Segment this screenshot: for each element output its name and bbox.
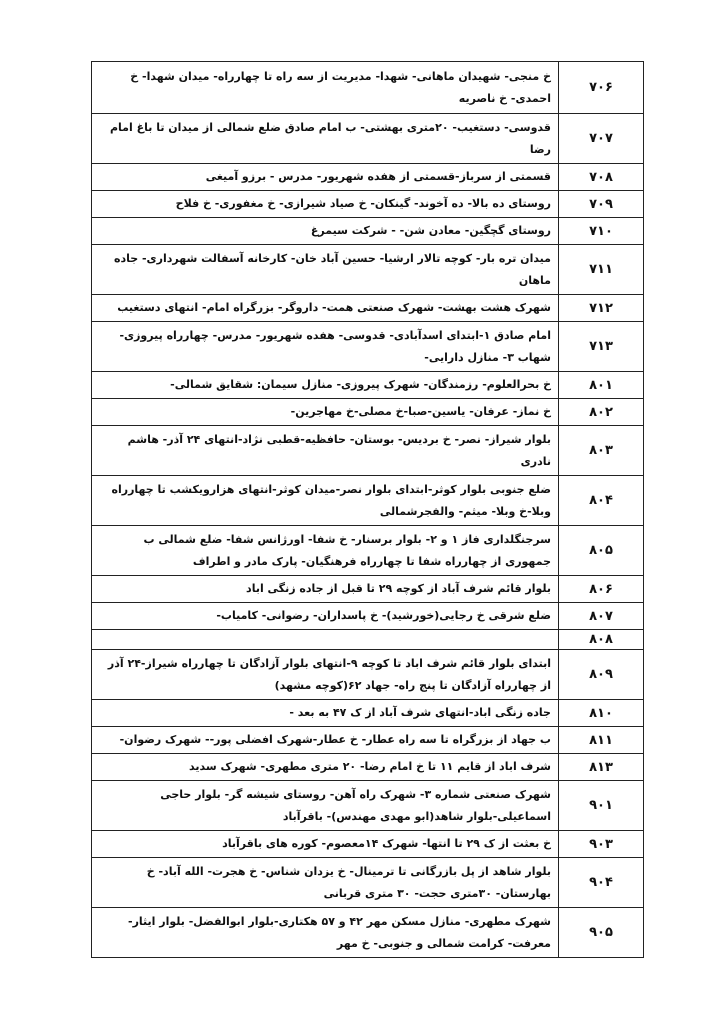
area-description-cell: روستای ده بالا- ده آخوند- گینکان- خ صیاد شیرازی- خ مغفوری- خ فلاح (92, 191, 559, 218)
area-code-cell: ۷۰۹ (559, 191, 644, 218)
area-code-cell: ۸۱۳ (559, 754, 644, 781)
table-body (92, 62, 644, 958)
table-row (92, 526, 644, 576)
table-row (92, 164, 644, 191)
area-description-cell: شهرک هشت بهشت- شهرک صنعتی همت- داروگر- بزرگراه امام- انتهای دستغیب (92, 295, 559, 322)
area-description-cell: قسمتی از سرباز-قسمتی از هفده شهریور- مدرس - برزو آمیغی (92, 164, 559, 191)
area-description-cell: ضلع شرقی خ رجایی(خورشید)- خ پاسداران- رضوانی- کامیاب- (92, 603, 559, 630)
table-row (92, 700, 644, 727)
area-code-cell: ۷۱۳ (559, 322, 644, 372)
area-description-cell: میدان تره بار- کوچه تالار ارشیا- حسین آباد خان- کارخانه آسفالت شهرداری- جاده ماهان (92, 245, 559, 295)
table-row (92, 245, 644, 295)
area-description-cell: خ بحرالعلوم- رزمندگان- شهرک پیروزی- منازل سیمان: شقایق شمالی- (92, 372, 559, 399)
table-row (92, 908, 644, 958)
area-code-cell: ۸۰۸ (559, 630, 644, 650)
table-row (92, 630, 644, 650)
table-row (92, 650, 644, 700)
table-row (92, 62, 644, 114)
area-description-cell: شهرک مطهری- منازل مسکن مهر ۴۲ و ۵۷ هکتاری-بلوار ابوالفضل- بلوار ایثار- معرفت- کرامت شمالی و جنوبی- خ مهر (92, 908, 559, 958)
area-description-cell: شرف اباد از قایم ۱۱ تا خ امام رضا- ۲۰ متری مطهری- شهرک سدید (92, 754, 559, 781)
area-description-cell: سرجنگلداری فاز ۱ و ۲- بلوار برسنار- خ شفا- اورژانس شفا- ضلع شمالی ب جمهوری از چهارراه شفا تا چهارراه فرهنگیان- پارک مادر و اطراف (92, 526, 559, 576)
area-code-cell: ۸۱۰ (559, 700, 644, 727)
area-code-cell: ۷۰۶ (559, 62, 644, 114)
area-description-cell (92, 630, 559, 650)
area-description-cell: جاده زنگی اباد-انتهای شرف آباد از ک ۴۷ به بعد - (92, 700, 559, 727)
areas-table (91, 61, 644, 958)
area-description-cell: قدوسی- دستغیب- ۲۰متری بهشتی- ب امام صادق ضلع شمالی از میدان تا باغ امام رضا (92, 114, 559, 164)
table-row (92, 858, 644, 908)
area-description-cell: امام صادق ۱-ابتدای اسدآبادی- قدوسی- هفده شهریور- مدرس- چهارراه پیروزی- شهاب ۳- منازل دارایی- (92, 322, 559, 372)
area-code-cell: ۸۰۲ (559, 399, 644, 426)
area-code-cell: ۹۰۴ (559, 858, 644, 908)
area-description-cell: روستای گچگین- معادن شن- - شرکت سیمرغ (92, 218, 559, 245)
table-row (92, 576, 644, 603)
table-row (92, 426, 644, 476)
table-row (92, 372, 644, 399)
area-code-cell: ۷۱۱ (559, 245, 644, 295)
area-code-cell: ۸۰۹ (559, 650, 644, 700)
area-description-cell: خ نماز- عرفان- یاسین-صبا-خ مصلی-خ مهاجرین- (92, 399, 559, 426)
table-row (92, 603, 644, 630)
area-code-cell: ۸۰۴ (559, 476, 644, 526)
area-code-cell: ۷۰۸ (559, 164, 644, 191)
area-code-cell: ۸۱۱ (559, 727, 644, 754)
table-row (92, 399, 644, 426)
table-row (92, 322, 644, 372)
area-description-cell: ب جهاد از بزرگراه تا سه راه عطار- خ عطار-شهرک افضلی پور-- شهرک رضوان- (92, 727, 559, 754)
table-row (92, 295, 644, 322)
area-code-cell: ۷۱۲ (559, 295, 644, 322)
area-description-cell: خ بعثت از ک ۲۹ تا انتها- شهرک ۱۴معصوم- کوره های باقرآباد (92, 831, 559, 858)
area-description-cell: بلوار شاهد از پل بازرگانی تا ترمینال- خ یزدان شناس- خ هجرت- الله آباد- خ بهارستان- ۳۰متری حجت- ۳۰ متری قربانی (92, 858, 559, 908)
area-code-cell: ۹۰۳ (559, 831, 644, 858)
area-code-cell: ۷۰۷ (559, 114, 644, 164)
table-row (92, 727, 644, 754)
area-code-cell: ۹۰۱ (559, 781, 644, 831)
area-code-cell: ۷۱۰ (559, 218, 644, 245)
area-code-cell: ۸۰۱ (559, 372, 644, 399)
area-code-cell: ۸۰۷ (559, 603, 644, 630)
area-description-cell: بلوار قائم شرف آباد از کوچه ۲۹ تا قبل از جاده زنگی اباد (92, 576, 559, 603)
area-description-cell: خ منجی- شهیدان ماهانی- شهدا- مدیریت از سه راه تا چهارراه- میدان شهدا- خ احمدی- خ ناصریه (92, 62, 559, 114)
table-row (92, 831, 644, 858)
table-row (92, 754, 644, 781)
table-row (92, 218, 644, 245)
area-code-cell: ۸۰۵ (559, 526, 644, 576)
table-row (92, 781, 644, 831)
area-code-cell: ۹۰۵ (559, 908, 644, 958)
area-code-cell: ۸۰۶ (559, 576, 644, 603)
area-description-cell: ابتدای بلوار قائم شرف اباد تا کوچه ۹-انتهای بلوار آزادگان تا چهارراه شیراز-۲۴ آذر از چهارراه آزادگان تا پنج راه- جهاد ۶۲(کوچه مشهد) (92, 650, 559, 700)
table-row (92, 191, 644, 218)
area-description-cell: ضلع جنوبی بلوار کوثر-ابتدای بلوار نصر-میدان کوثر-انتهای هزارویکشب تا چهارراه وبلا-خ وبلا- میثم- والفجرشمالی (92, 476, 559, 526)
area-description-cell: شهرک صنعتی شماره ۳- شهرک راه آهن- روستای شیشه گر- بلوار حاجی اسماعیلی-بلوار شاهد(ابو مهدی مهندس)- باقرآباد (92, 781, 559, 831)
table-row (92, 114, 644, 164)
area-description-cell: بلوار شیراز- نصر- خ بردیس- بوستان- حافظیه-قطبی نژاد-انتهای ۲۴ آذر- هاشم نادری (92, 426, 559, 476)
table-row (92, 476, 644, 526)
area-code-cell: ۸۰۳ (559, 426, 644, 476)
